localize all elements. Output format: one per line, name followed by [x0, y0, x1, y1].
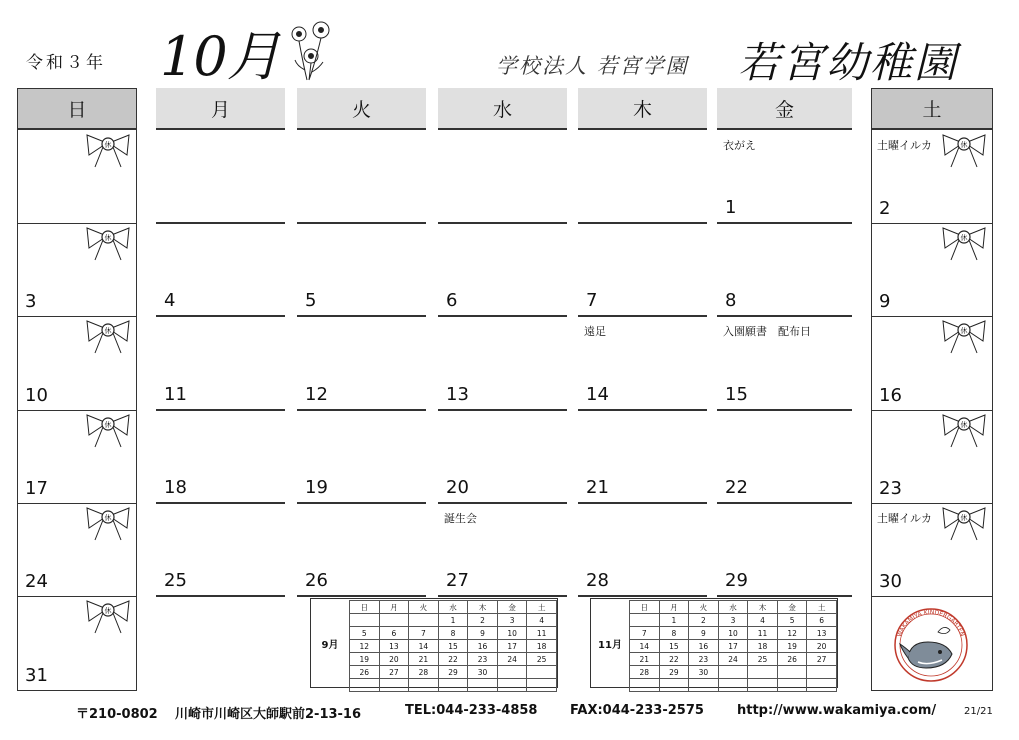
svg-text:休: 休	[960, 420, 968, 429]
footer-website-link[interactable]: http://www.wakamiya.com/	[737, 703, 937, 718]
day-cell	[297, 411, 426, 504]
mini-calendar-day: 18	[527, 640, 557, 653]
day-cell	[156, 411, 285, 504]
mini-calendar-day	[379, 679, 409, 692]
holiday-ribbon-icon	[79, 222, 137, 264]
mini-calendar-weekday: 土	[527, 601, 557, 614]
mini-calendar-day: 13	[807, 627, 837, 640]
mini-calendar-day: 28	[409, 666, 439, 679]
footer-fax: FAX:044-233-2575	[570, 703, 704, 718]
day-cell	[578, 224, 707, 317]
mini-calendar-weekday: 土	[807, 601, 837, 614]
day-number: 23	[879, 477, 902, 499]
mini-calendar-day: 5	[777, 614, 807, 627]
mini-calendar-label: 11月	[598, 639, 622, 651]
mini-calendar-day: 12	[350, 640, 380, 653]
day-number: 27	[446, 569, 469, 591]
mini-calendar-day: 16	[468, 640, 498, 653]
mini-calendar-day: 28	[630, 666, 660, 679]
day-number: 25	[164, 569, 187, 591]
day-cell	[871, 317, 993, 410]
mini-calendar-day: 7	[409, 627, 439, 640]
weekday-header-tue: 火	[297, 88, 426, 130]
mini-calendar-weekday: 日	[630, 601, 660, 614]
mini-calendar-day	[630, 614, 660, 627]
mini-calendar-day: 26	[350, 666, 380, 679]
era-year: 令和３年	[26, 53, 106, 73]
mini-calendar-day	[468, 679, 498, 692]
day-cell	[438, 317, 567, 410]
mini-calendar-day: 3	[718, 614, 748, 627]
weekday-header-fri: 金	[717, 88, 852, 130]
svg-text:休: 休	[104, 234, 112, 243]
holiday-ribbon-icon	[935, 409, 993, 451]
mini-calendar-day	[777, 666, 807, 679]
mini-calendar-day: 13	[379, 640, 409, 653]
mini-calendar-day: 29	[438, 666, 468, 679]
mini-calendar-day	[630, 679, 660, 692]
mini-calendar-day	[497, 679, 527, 692]
mini-calendar-day	[659, 679, 689, 692]
mini-calendar-november	[590, 598, 838, 688]
day-cell	[578, 411, 707, 504]
event-note: 衣がえ	[723, 139, 756, 152]
day-cell	[156, 504, 285, 597]
svg-text:休: 休	[104, 420, 112, 429]
mini-calendar-day: 14	[630, 640, 660, 653]
mini-calendar-day: 18	[748, 640, 778, 653]
page-number: 21/21	[964, 706, 993, 717]
mini-calendar-weekday: 月	[379, 601, 409, 614]
event-note: 入園願書 配布日	[723, 325, 811, 339]
mini-calendar-day: 5	[350, 627, 380, 640]
mini-calendar-day: 8	[438, 627, 468, 640]
flower-icon	[285, 18, 337, 84]
holiday-ribbon-icon	[935, 129, 993, 171]
day-number: 8	[725, 290, 737, 312]
day-cell	[17, 224, 137, 317]
mini-calendar-day: 22	[659, 653, 689, 666]
day-cell	[871, 504, 993, 597]
event-note: 土曜イルカ	[877, 139, 932, 152]
mini-calendar-day: 20	[807, 640, 837, 653]
day-cell	[578, 131, 707, 224]
day-cell	[438, 224, 567, 317]
holiday-ribbon-icon	[79, 502, 137, 544]
mini-calendar-september	[310, 598, 558, 688]
holiday-ribbon-icon	[935, 222, 993, 264]
day-cell	[156, 317, 285, 410]
mini-calendar-day: 23	[689, 653, 719, 666]
svg-text:休: 休	[104, 513, 112, 522]
day-cell	[156, 224, 285, 317]
event-note: 遠足	[584, 325, 606, 339]
day-number: 29	[725, 569, 748, 591]
weekday-header-thu: 木	[578, 88, 707, 130]
mini-calendar-day: 11	[527, 627, 557, 640]
mini-calendar-day	[350, 614, 380, 627]
svg-text:休: 休	[960, 327, 968, 336]
mini-calendar-day: 21	[409, 653, 439, 666]
mini-calendar-day	[409, 614, 439, 627]
day-number: 13	[446, 383, 469, 405]
mini-calendar-day	[807, 679, 837, 692]
day-number: 10	[25, 384, 48, 406]
day-number: 15	[725, 383, 748, 405]
mini-calendar-day: 10	[718, 627, 748, 640]
day-number: 17	[25, 477, 48, 499]
svg-text:休: 休	[960, 234, 968, 243]
mini-calendar-day	[689, 679, 719, 692]
mini-calendar-day: 2	[689, 614, 719, 627]
mini-calendar-day: 19	[350, 653, 380, 666]
day-cell	[438, 131, 567, 224]
event-note: 土曜イルカ	[877, 511, 932, 525]
mini-calendar-day: 25	[748, 653, 778, 666]
day-cell	[297, 317, 426, 410]
day-number: 14	[586, 383, 609, 405]
mini-calendar-day: 27	[807, 653, 837, 666]
mini-calendar-day: 19	[777, 640, 807, 653]
day-number: 26	[305, 569, 328, 591]
svg-text:休: 休	[104, 141, 112, 149]
mini-calendar-day: 9	[689, 627, 719, 640]
holiday-ribbon-icon	[79, 595, 137, 637]
mini-calendar-weekday: 水	[438, 601, 468, 614]
month-title: 10月	[160, 25, 280, 88]
day-number: 4	[164, 290, 176, 312]
mini-calendar-day	[748, 679, 778, 692]
mini-calendar-day: 24	[718, 653, 748, 666]
day-number: 7	[586, 290, 598, 312]
day-cell	[717, 411, 852, 504]
mini-calendar-day: 21	[630, 653, 660, 666]
day-cell	[578, 317, 707, 410]
mini-calendar-day	[438, 679, 468, 692]
mini-calendar-day: 7	[630, 627, 660, 640]
day-number: 18	[164, 476, 187, 498]
mini-calendar-day: 15	[438, 640, 468, 653]
mini-calendar-weekday: 火	[409, 601, 439, 614]
day-cell	[871, 224, 993, 317]
mini-calendar-day	[527, 666, 557, 679]
mini-calendar-label: 9月	[321, 639, 339, 651]
weekday-header-wed: 水	[438, 88, 567, 130]
mini-calendar-day: 24	[497, 653, 527, 666]
day-number: 31	[25, 665, 48, 687]
day-number: 24	[25, 570, 48, 592]
footer-postal-code: 〒210-0802	[76, 707, 158, 722]
day-number: 19	[305, 476, 328, 498]
holiday-ribbon-icon	[935, 315, 993, 357]
day-cell	[17, 317, 137, 410]
day-cell	[156, 597, 285, 690]
mini-calendar-day: 4	[527, 614, 557, 627]
day-number: 21	[586, 476, 609, 498]
mini-calendar-day: 15	[659, 640, 689, 653]
mini-calendar-day	[718, 679, 748, 692]
mini-calendar-weekday: 木	[748, 601, 778, 614]
mini-calendar-day: 26	[777, 653, 807, 666]
mini-calendar-weekday: 日	[350, 601, 380, 614]
day-cell	[438, 411, 567, 504]
mini-calendar-weekday: 水	[718, 601, 748, 614]
mini-calendar-weekday: 金	[777, 601, 807, 614]
mini-calendar-weekday: 木	[468, 601, 498, 614]
holiday-ribbon-icon	[79, 409, 137, 451]
mini-calendar-weekday: 火	[689, 601, 719, 614]
weekday-header-sat: 土	[871, 88, 993, 130]
day-cell	[17, 131, 137, 224]
day-number: 2	[879, 198, 891, 220]
mini-calendar-day: 14	[409, 640, 439, 653]
mini-calendar-day: 30	[468, 666, 498, 679]
day-cell	[297, 504, 426, 597]
footer-address: 川崎市川崎区大師駅前2-13-16	[175, 707, 362, 722]
day-cell	[717, 504, 852, 597]
event-note: 誕生会	[444, 511, 477, 525]
day-cell	[871, 131, 993, 224]
day-cell	[297, 224, 426, 317]
day-number: 11	[164, 383, 187, 405]
school-corporation-name: 学校法人 若宮学園	[496, 54, 689, 78]
mini-calendar-day: 20	[379, 653, 409, 666]
weekday-header-mon: 月	[156, 88, 285, 130]
mini-calendar-day: 16	[689, 640, 719, 653]
mini-calendar-day: 6	[807, 614, 837, 627]
mini-calendar-day: 4	[748, 614, 778, 627]
svg-text:休: 休	[104, 327, 112, 336]
mini-calendar-day	[497, 666, 527, 679]
holiday-ribbon-icon	[79, 129, 137, 171]
day-cell	[717, 131, 852, 224]
logo-text: WAKAMIYA KINDERGARTEN	[896, 608, 966, 638]
mini-calendar-day: 9	[468, 627, 498, 640]
mini-calendar-day: 25	[527, 653, 557, 666]
day-cell	[17, 504, 137, 597]
mini-calendar-day	[718, 666, 748, 679]
day-cell	[578, 504, 707, 597]
mini-calendar-day: 12	[777, 627, 807, 640]
mini-calendar-weekday: 金	[497, 601, 527, 614]
mini-calendar-day: 8	[659, 627, 689, 640]
footer-tel: TEL:044-233-4858	[405, 703, 538, 718]
mini-calendar-day: 1	[659, 614, 689, 627]
day-number: 30	[879, 570, 902, 592]
mini-calendar-day: 6	[379, 627, 409, 640]
mini-calendar-day: 10	[497, 627, 527, 640]
day-cell	[438, 504, 567, 597]
day-cell	[871, 411, 993, 504]
mini-calendar-day	[807, 666, 837, 679]
mini-calendar-day: 11	[748, 627, 778, 640]
mini-calendar-day: 27	[379, 666, 409, 679]
school-name: 若宮幼稚園	[738, 38, 959, 87]
day-cell	[717, 224, 852, 317]
day-number: 3	[25, 291, 37, 313]
mini-calendar-day: 1	[438, 614, 468, 627]
mini-calendar-day	[748, 666, 778, 679]
svg-text:休: 休	[960, 513, 968, 522]
mini-calendar-day: 17	[497, 640, 527, 653]
mini-calendar-table	[349, 600, 557, 692]
kindergarten-whale-logo	[888, 606, 974, 684]
mini-calendar-day	[379, 614, 409, 627]
weekday-header-sun: 日	[17, 88, 137, 130]
mini-calendar-day	[527, 679, 557, 692]
mini-calendar-day	[350, 679, 380, 692]
day-cell	[717, 317, 852, 410]
day-cell	[156, 131, 285, 224]
mini-calendar-table	[629, 600, 837, 692]
mini-calendar-day	[409, 679, 439, 692]
svg-text:休: 休	[960, 141, 968, 149]
mini-calendar-day	[777, 679, 807, 692]
mini-calendar-day: 29	[659, 666, 689, 679]
holiday-ribbon-icon	[79, 315, 137, 357]
mini-calendar-day: 17	[718, 640, 748, 653]
day-number: 6	[446, 290, 458, 312]
mini-calendar-weekday: 月	[659, 601, 689, 614]
day-cell	[17, 597, 137, 690]
mini-calendar-day: 23	[468, 653, 498, 666]
mini-calendar-day: 22	[438, 653, 468, 666]
day-number: 28	[586, 569, 609, 591]
day-number: 22	[725, 476, 748, 498]
day-number: 9	[879, 291, 891, 313]
day-number: 12	[305, 383, 328, 405]
day-cell	[297, 131, 426, 224]
mini-calendar-day: 2	[468, 614, 498, 627]
day-cell	[17, 411, 137, 504]
day-number: 20	[446, 476, 469, 498]
mini-calendar-day: 30	[689, 666, 719, 679]
day-number: 5	[305, 290, 317, 312]
mini-calendar-day: 3	[497, 614, 527, 627]
svg-text:休: 休	[104, 607, 112, 615]
day-number: 1	[725, 197, 737, 219]
holiday-ribbon-icon	[935, 502, 993, 544]
day-number: 16	[879, 384, 902, 406]
